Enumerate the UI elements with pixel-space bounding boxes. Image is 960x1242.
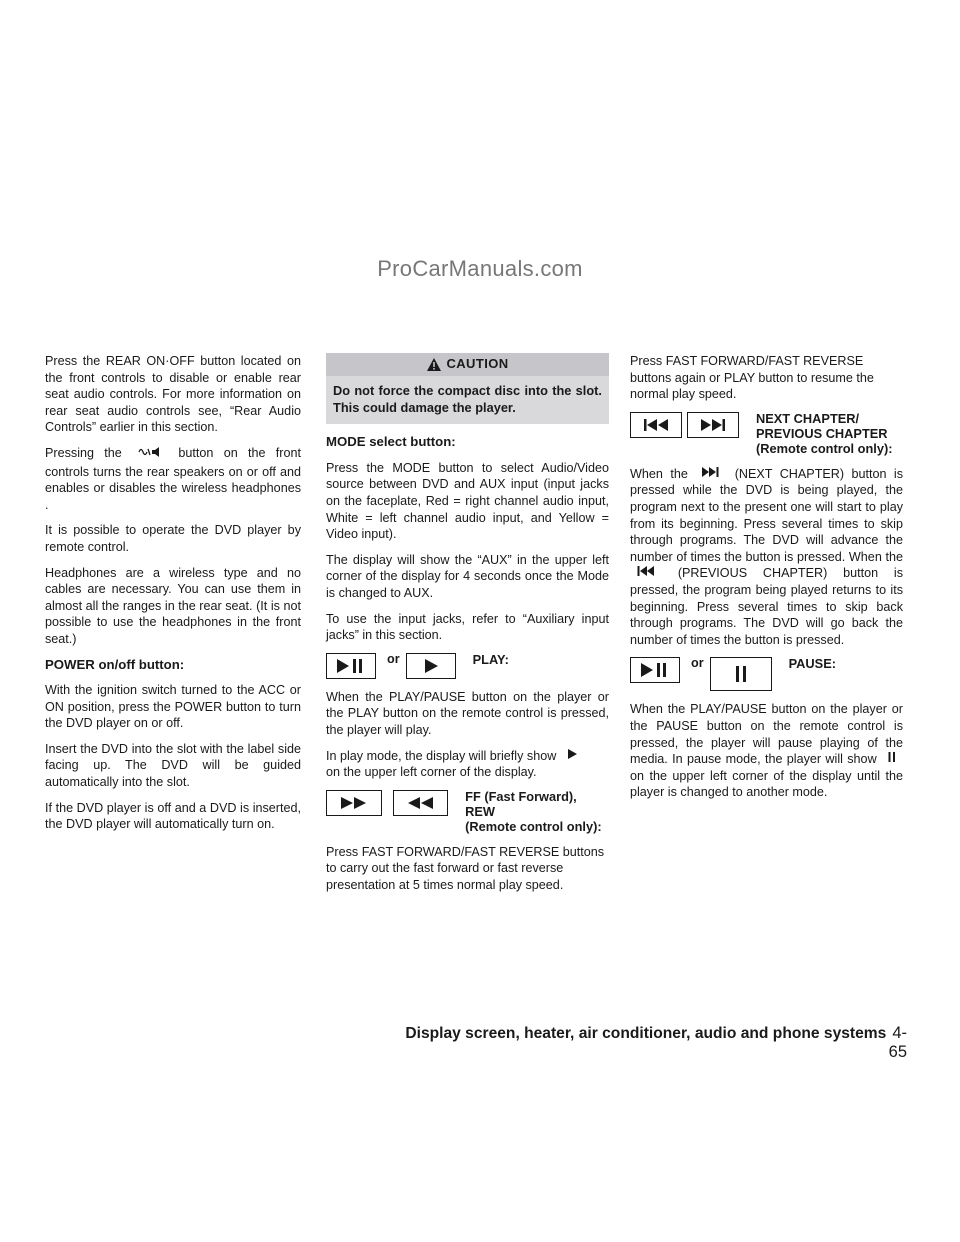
heading-power: POWER on/off button: bbox=[45, 656, 185, 672]
chapter-button-row bbox=[630, 412, 903, 456]
play-pause-button-icon bbox=[326, 653, 376, 679]
paragraph-text: on the upper left corner of the display. bbox=[326, 765, 537, 780]
paragraph-remote: It is possible to operate the DVD player by remote control. bbox=[45, 523, 301, 554]
play-pause-button-icon bbox=[630, 657, 680, 683]
paragraph-rear-onoff: Press the REAR ON·OFF button located on the front controls to disable or enable rear seat audio controls. For more information on rear seat audio controls see, “Rear Audio Controls” earlier in this section. bbox=[45, 354, 301, 435]
paragraph-play: When the PLAY/PAUSE button on the player or the PLAY button on the remote control is pressed, the player will play. bbox=[326, 689, 609, 737]
paragraph-mode: Press the MODE button to select Audio/Video source between DVD and AUX input (input jacks on the faceplate, Red = right channel audio input, White = left channel audio input, and Yellow = Video input). bbox=[326, 460, 609, 542]
paragraph-autoon: If the DVD player is off and a DVD is inserted, the DVD player will automatically turn on. bbox=[45, 800, 301, 832]
paragraph-text: (PREVIOUS CHAPTER) button is pressed, the program being played returns to its beginning. Press several times to skip back through programs. The DVD will go back the number of times the button is pressed. bbox=[630, 566, 903, 647]
column-middle bbox=[326, 353, 609, 902]
ff-rew-label-line2: (Remote control only): bbox=[465, 818, 602, 834]
caution-text: Do not force the compact disc into the slot. This could damage the player. bbox=[333, 383, 602, 415]
paragraph-text: In play mode, the display will briefly show bbox=[326, 748, 557, 763]
heading-mode: MODE select button: bbox=[326, 434, 456, 450]
paragraph-text: (NEXT CHAPTER) button is pressed while the DVD is being played, the program next to the present one will start to play from its beginning. Press several times to skip through programs. The DVD will advance the number of times the button is pressed. When the bbox=[630, 466, 904, 564]
pause-indicator-icon bbox=[887, 751, 897, 768]
paragraph-insert: Insert the DVD into the slot with the label side facing up. The DVD will be guided automatically into the slot. bbox=[45, 741, 301, 790]
paragraph-chapter bbox=[630, 466, 903, 649]
page-footer bbox=[394, 1024, 907, 1062]
caution-header bbox=[326, 353, 609, 376]
previous-chapter-icon bbox=[630, 412, 682, 438]
paragraph-text: Pressing the bbox=[45, 445, 122, 460]
paragraph-headphones: Headphones are a wireless type and no cables are necessary. You can use them in almost all the ranges in the rear seat. (It is not possible to use the headphones in the front seat.) bbox=[45, 565, 301, 646]
next-chapter-inline-icon bbox=[701, 466, 721, 483]
column-left bbox=[45, 353, 301, 842]
chapter-label-line3: (Remote control only): bbox=[756, 440, 893, 456]
chapter-label bbox=[756, 411, 893, 456]
play-button-icon bbox=[406, 653, 456, 679]
chapter-label-line2: PREVIOUS CHAPTER bbox=[756, 425, 888, 441]
paragraph-input-jacks: To use the input jacks, refer to “Auxiliary input jacks” in this section. bbox=[326, 611, 609, 643]
pause-button-icon bbox=[710, 657, 772, 691]
paragraph-play-mode bbox=[326, 748, 609, 781]
next-chapter-icon bbox=[687, 412, 739, 438]
play-button-row bbox=[326, 653, 609, 679]
ff-rew-label bbox=[465, 789, 609, 834]
ff-rew-label-line1: FF (Fast Forward), REW bbox=[465, 788, 577, 819]
watermark: ProCarManuals.com bbox=[377, 256, 583, 281]
play-indicator-icon bbox=[566, 748, 578, 765]
caution-box bbox=[326, 353, 609, 424]
footer-section-title: Display screen, heater, air conditioner, audio and phone systems bbox=[405, 1025, 887, 1042]
warning-icon bbox=[426, 357, 442, 372]
previous-chapter-inline-icon bbox=[636, 565, 656, 582]
paragraph-fast: Press FAST FORWARD/FAST REVERSE buttons to carry out the fast forward or fast reverse presentation at 5 times normal play speed. bbox=[326, 844, 605, 892]
or-text: or bbox=[691, 656, 704, 671]
paragraph-text: When the bbox=[630, 466, 688, 481]
pause-button-row bbox=[630, 657, 903, 691]
paragraph-text: button on the front controls turns the rear speakers on or off and enables or disables the wireless headphones . bbox=[45, 445, 301, 512]
rewind-icon bbox=[393, 790, 449, 816]
fast-forward-icon bbox=[326, 790, 382, 816]
page-number: 4-65 bbox=[888, 1024, 907, 1061]
play-label: PLAY: bbox=[472, 651, 509, 667]
paragraph-text: on the upper left corner of the display until the player is changed to another mode. bbox=[630, 768, 903, 800]
chapter-label-line1: NEXT CHAPTER/ bbox=[756, 410, 860, 426]
or-text: or bbox=[387, 651, 400, 666]
headphone-speaker-icon bbox=[138, 445, 162, 464]
paragraph-text: When the PLAY/PAUSE button on the player or the PAUSE button on the remote control is pressed, the player will pause playing of the media. In pause mode, the player will show bbox=[630, 702, 903, 767]
paragraph-power: With the ignition switch turned to the ACC or ON position, press the POWER button to turn the DVD player on or off. bbox=[45, 683, 301, 731]
ff-rew-button-row bbox=[326, 790, 609, 834]
paragraph-pause bbox=[630, 701, 903, 801]
column-right bbox=[630, 353, 903, 810]
pause-label: PAUSE: bbox=[788, 656, 836, 672]
paragraph-headphone-button bbox=[45, 445, 301, 513]
paragraph-aux-display: The display will show the “AUX” in the upper left corner of the display for 4 seconds once the Mode is changed to AUX. bbox=[326, 552, 609, 600]
caution-title: CAUTION bbox=[446, 356, 509, 372]
paragraph-resume: Press FAST FORWARD/FAST REVERSE buttons again or PLAY button to resume the normal play speed. bbox=[630, 354, 874, 402]
